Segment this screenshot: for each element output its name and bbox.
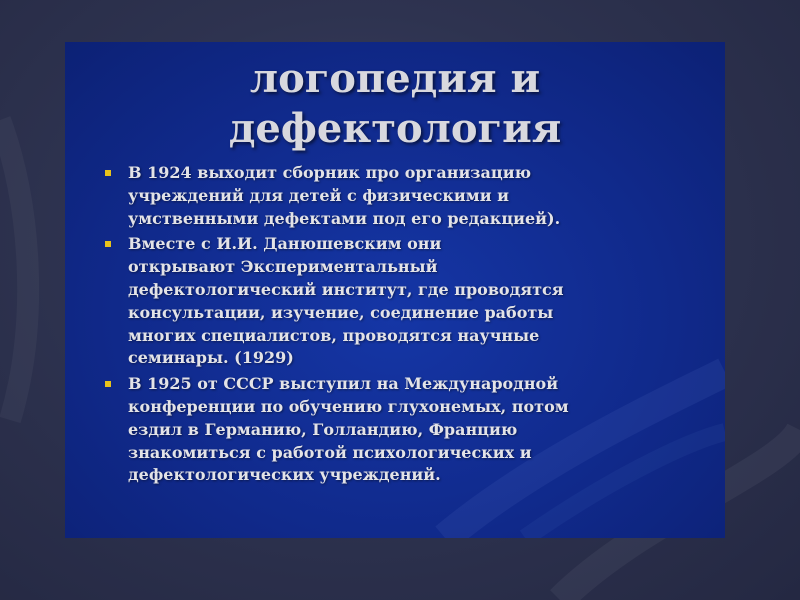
bullet-text-line: семинары. (1929) — [128, 348, 294, 368]
slide-title — [65, 54, 725, 154]
slide-content-panel — [65, 42, 725, 538]
bullet-text-line: дефектологический институт, где проводятся — [128, 279, 564, 299]
bullet-text-line: дефектологических учреждений. — [128, 465, 441, 485]
bullet-item-1924-collection — [105, 162, 695, 230]
square-bullet-icon — [105, 241, 111, 247]
bullet-text-line: учреждений для детей с физическими и — [128, 185, 509, 205]
slide-title-line-1: логопедия и — [249, 55, 541, 102]
bullet-text-line: В 1925 от СССР выступил на Международной — [128, 374, 559, 394]
bullet-list — [105, 162, 695, 490]
bullet-text-line: В 1924 выходит сборник про организацию — [128, 163, 531, 182]
square-bullet-icon — [105, 381, 111, 387]
bullet-text-line: открывают Экспериментальный — [128, 257, 438, 277]
bullet-text-line: умственными дефектами под его редакцией). — [128, 208, 561, 228]
bullet-text-line: многих специалистов, проводятся научные — [128, 325, 540, 345]
bullet-item-institute — [105, 233, 695, 370]
bullet-item-1925-conference — [105, 373, 695, 487]
slide-title-line-2: дефектология — [228, 105, 562, 152]
bullet-text-line: знакомиться с работой психологических и — [128, 442, 532, 462]
square-bullet-icon — [105, 170, 111, 176]
bullet-text-line: Вместе с И.И. Данюшевским они — [128, 234, 442, 254]
bullet-text-line: конференции по обучению глухонемых, потом — [128, 396, 569, 416]
bullet-text-line: ездил в Германию, Голландию, Францию — [128, 419, 518, 439]
bullet-text-line: консультации, изучение, соединение работы — [128, 302, 554, 322]
